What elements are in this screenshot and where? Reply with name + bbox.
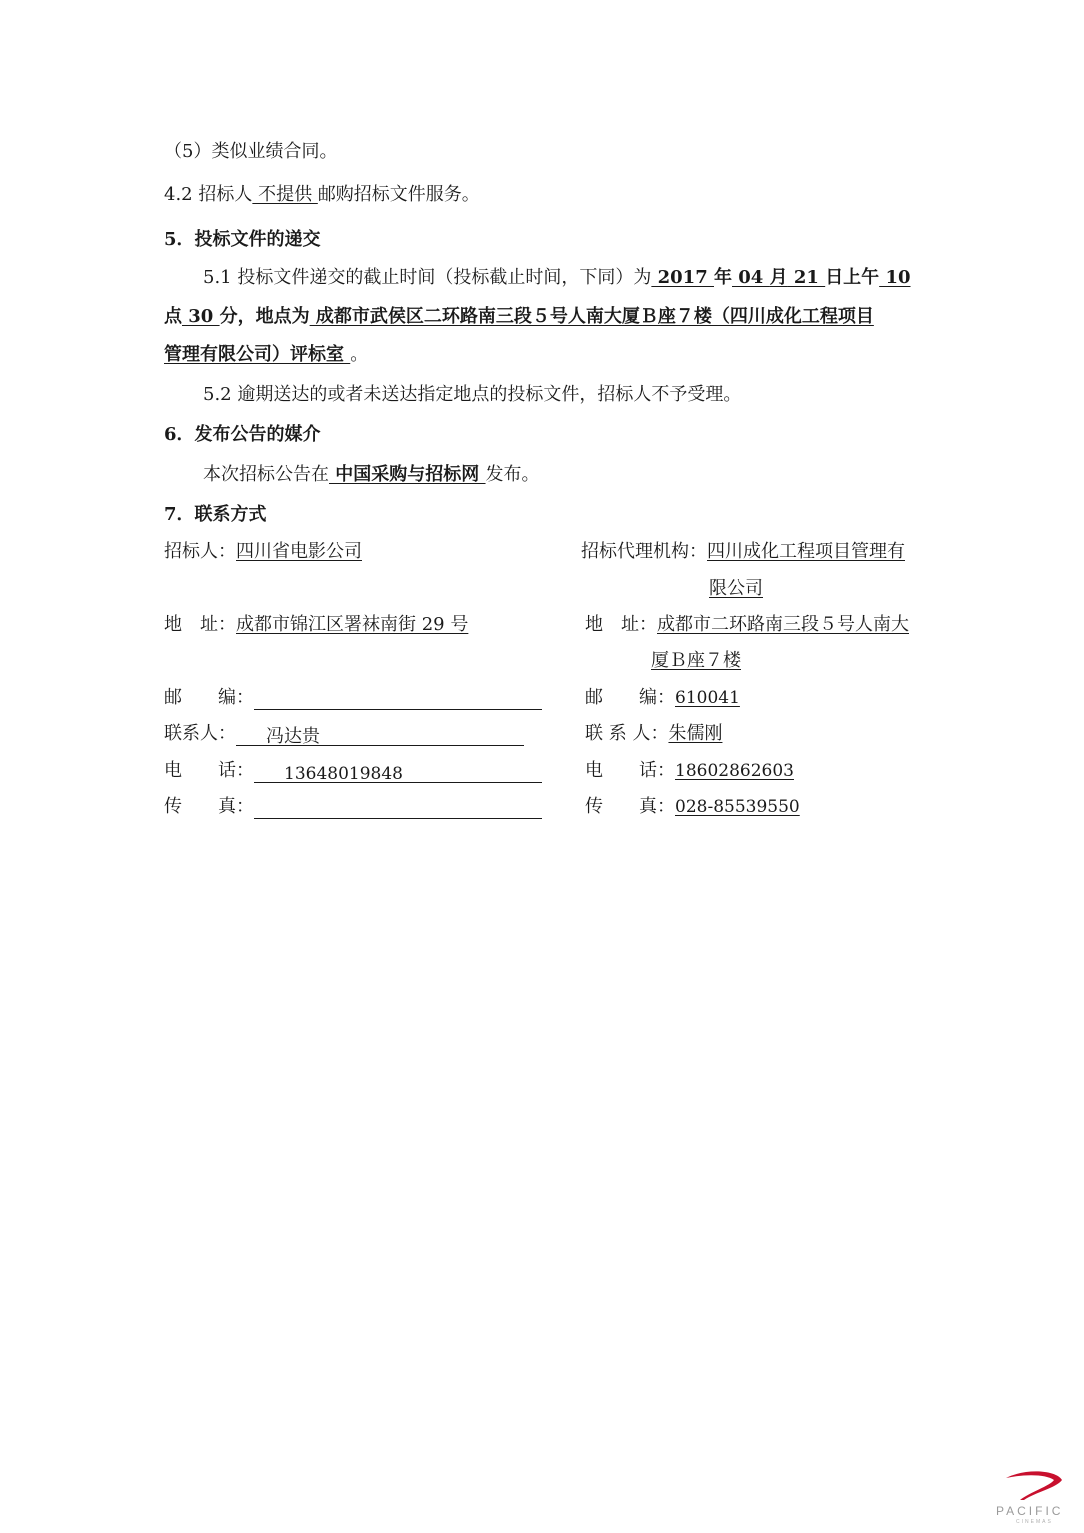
tenderer-phone: 13648019848 xyxy=(254,762,542,783)
clause-4-2-suffix: 邮购招标文件服务。 xyxy=(317,184,480,205)
agency-name-1: 四川成化工程项目管理有 xyxy=(707,541,905,562)
clause-5-2: 5.2 逾期送达的或者未送达指定地点的投标文件，招标人不予受理。 xyxy=(203,384,742,405)
submission-location-1: 成都市武侯区二环路南三段５号人南大厦Ｂ座７楼（四川成化工程项目 xyxy=(309,306,874,327)
day-label: 日上午 xyxy=(825,267,880,288)
minute-label: 分，地点为 xyxy=(219,306,310,327)
clause-6-suffix: 发布。 xyxy=(485,464,540,485)
agency-contact-row xyxy=(585,722,722,746)
agency-fax-row xyxy=(585,795,800,819)
agency-zip-label: 邮 编： xyxy=(585,687,675,708)
clause-6-body xyxy=(203,463,540,487)
hour-label: 点 xyxy=(164,306,182,327)
tenderer-name: 四川省电影公司 xyxy=(236,541,362,562)
agency-address-cont xyxy=(651,649,741,673)
logo-wordmark: PACIFIC xyxy=(996,1504,1064,1518)
deadline-day: 21 xyxy=(787,267,826,288)
agency-phone-row xyxy=(585,759,794,783)
agency-phone-label: 电 话： xyxy=(585,760,675,781)
tenderer-fax-row xyxy=(164,795,542,819)
tenderer-label: 招标人： xyxy=(164,541,236,562)
agency-contact: 朱儒刚 xyxy=(668,723,723,744)
deadline-month: 04 xyxy=(732,267,770,288)
publication-media: 中国采购与招标网 xyxy=(329,464,486,485)
deadline-year: 2017 xyxy=(651,267,714,288)
agency-name-cont xyxy=(709,577,763,601)
agency-zip-row xyxy=(585,686,740,710)
tenderer-fax-label: 传 真： xyxy=(164,796,254,817)
clause-5-1-line3 xyxy=(164,343,368,367)
clause-6-prefix: 本次招标公告在 xyxy=(203,464,329,485)
tenderer-address-row xyxy=(164,613,468,637)
clause-4-2-option: 不提供 xyxy=(252,184,318,205)
clause-5-1-line2 xyxy=(164,305,874,329)
tenderer-zip-row xyxy=(164,686,542,710)
section-7-heading: 7．联系方式 xyxy=(164,504,267,525)
tenderer-phone-label: 电 话： xyxy=(164,760,254,781)
tenderer-zip-label: 邮 编： xyxy=(164,687,254,708)
tenderer-phone-row xyxy=(164,759,542,783)
tenderer-fax xyxy=(254,798,542,819)
agency-phone: 18602862603 xyxy=(675,761,794,781)
item-5-similar-contracts: （5）类似业绩合同。 xyxy=(164,141,338,162)
agency-fax-label: 传 真： xyxy=(585,796,675,817)
agency-row xyxy=(581,540,905,564)
tenderer-contact-row xyxy=(164,722,524,746)
clause-5-1-line1 xyxy=(203,266,911,290)
clause-4-2 xyxy=(164,183,480,207)
tenderer-contact: 冯达贵 xyxy=(236,725,524,746)
agency-address-row xyxy=(585,613,909,637)
tenderer-zip xyxy=(254,689,542,710)
month-label: 月 xyxy=(769,267,788,288)
tenderer-row xyxy=(164,540,362,564)
tenderer-address-label: 地 址： xyxy=(164,614,236,635)
logo-subtitle: CINEMAS xyxy=(1016,1519,1053,1525)
clause-5-1-intro: 5.1 投标文件递交的截止时间（投标截止时间，下同）为 xyxy=(203,267,652,288)
agency-name-2: 限公司 xyxy=(709,578,763,599)
agency-address-1: 成都市二环路南三段５号人南大 xyxy=(657,614,909,635)
agency-address-label: 地 址： xyxy=(585,614,657,635)
agency-contact-label: 联 系 人： xyxy=(585,723,669,744)
deadline-minute: 30 xyxy=(182,306,220,327)
agency-address-2: 厦Ｂ座７楼 xyxy=(651,650,741,671)
year-label: 年 xyxy=(714,267,732,288)
section-5-heading: 5．投标文件的递交 xyxy=(164,229,321,250)
agency-label: 招标代理机构： xyxy=(581,541,707,562)
agency-fax: 028-85539550 xyxy=(675,797,800,817)
tenderer-contact-label: 联系人： xyxy=(164,723,236,744)
tenderer-address: 成都市锦江区署袜南街 29 号 xyxy=(236,614,469,635)
clause-4-2-prefix: 4.2 招标人 xyxy=(164,184,253,205)
deadline-hour: 10 xyxy=(879,267,911,288)
clause-5-1-end: 。 xyxy=(350,344,369,365)
section-6-heading: 6．发布公告的媒介 xyxy=(164,424,321,445)
agency-zip: 610041 xyxy=(675,688,740,708)
submission-location-2: 管理有限公司）评标室 xyxy=(164,344,351,365)
